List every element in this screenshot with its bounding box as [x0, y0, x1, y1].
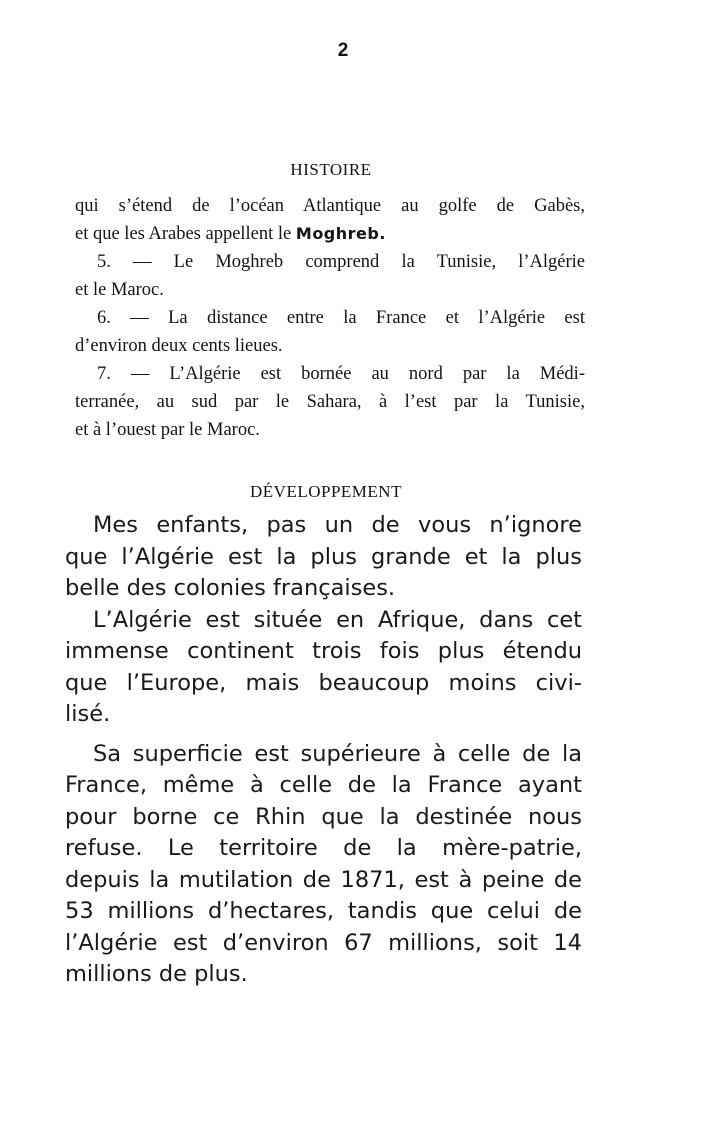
- text-line: millions de plus.: [65, 961, 248, 987]
- text-line: que l’Algérie est la plus grande et la plus: [65, 543, 582, 570]
- text-line: immense continent trois fois plus étendu: [65, 638, 582, 664]
- text-line: refuse. Le territoire de la mère-patrie,: [65, 835, 582, 861]
- text-line: [75, 220, 585, 248]
- text-line: 53 millions d’hectares, tandis que celui de: [65, 898, 582, 924]
- text-line: belle des colonies françaises.: [65, 575, 396, 601]
- text-line: 7. — L’Algérie est bornée au nord par la Médi-: [97, 364, 585, 384]
- histoire-text: [75, 192, 585, 444]
- text-line: L’Algérie est située en Afrique, dans cet: [93, 606, 582, 633]
- text-line: et le Maroc.: [75, 280, 164, 300]
- text-line: que l’Europe, mais beaucoup moins civi-: [65, 669, 582, 696]
- text-line: pour borne ce Rhin que la destinée nous: [65, 803, 582, 830]
- section-heading-histoire: HISTOIRE: [290, 160, 372, 179]
- text-line: qui s’étend de l’océan Atlantique au golfe de Gabès,: [75, 196, 585, 216]
- text-line: France, même à celle de la France ayant: [65, 772, 582, 798]
- text-line: d’environ deux cents lieues.: [75, 336, 283, 356]
- text-line: l’Algérie est d’environ 67 millions, soit 14: [65, 929, 582, 956]
- section-heading-developpement: DÉVELOPPEMENT: [250, 482, 402, 501]
- developpement-text: [65, 510, 582, 991]
- text-span: et que les Arabes appellent le: [75, 224, 292, 244]
- text-line: et à l’ouest par le Maroc.: [75, 420, 260, 440]
- text-line: lisé.: [65, 701, 111, 727]
- text-line: 6. — La distance entre la France et l’Algérie est: [97, 308, 585, 328]
- text-line: depuis la mutilation de 1871, est à peine de: [65, 866, 582, 893]
- text-line: terranée, au sud par le Sahara, à l’est par la Tunisie,: [75, 392, 585, 412]
- text-line: 5. — Le Moghreb comprend la Tunisie, l’Algérie: [97, 252, 585, 272]
- text-line: Mes enfants, pas un de vous n’ignore: [93, 512, 582, 538]
- text-line: Sa superficie est supérieure à celle de la: [93, 740, 582, 767]
- emphasized-term: Moghreb.: [295, 224, 386, 243]
- page-number: 2: [337, 40, 349, 61]
